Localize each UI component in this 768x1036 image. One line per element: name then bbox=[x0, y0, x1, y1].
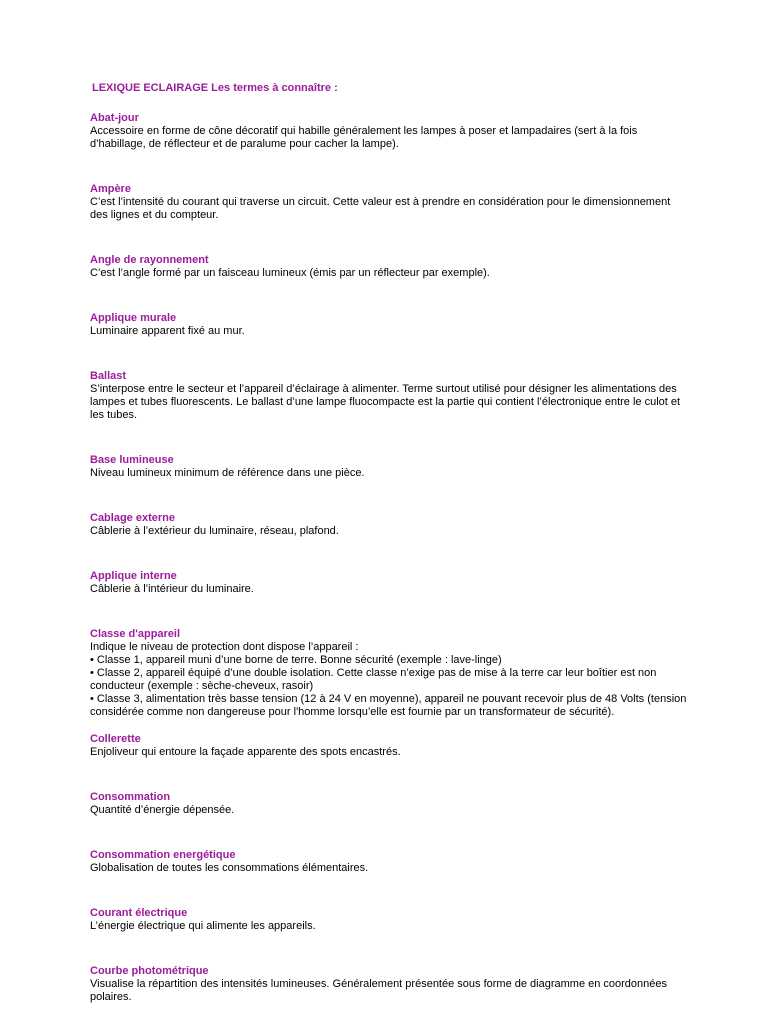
term-title: Applique murale bbox=[90, 312, 177, 324]
definition-line: Câblerie à l’intérieur du luminaire. bbox=[90, 583, 254, 595]
glossary-entry-angle-de-rayonnement bbox=[90, 254, 690, 280]
glossary-entry-consommation bbox=[90, 791, 690, 817]
definition-line: Niveau lumineux minimum de référence dans une pièce. bbox=[90, 467, 365, 479]
definition-bullet: • Classe 3, alimentation très basse tension (12 à 24 V en moyenne), appareil ne pouvant recevoir plus de 48 Volts (tension considérée comme non dangereuse pour l'homme lorsqu’elle est fournie par un transformateur de sécurité). bbox=[90, 693, 687, 718]
definition-bullet: • Classe 1, appareil muni d’une borne de terre. Bonne sécurité (exemple : lave-linge) bbox=[90, 654, 502, 666]
term-definition bbox=[90, 920, 690, 933]
glossary-entry-courant-electrique bbox=[90, 907, 690, 933]
term-definition bbox=[90, 583, 690, 596]
definition-line: Luminaire apparent fixé au mur. bbox=[90, 325, 245, 337]
term-title: Ampère bbox=[90, 183, 131, 195]
definition-line: Globalisation de toutes les consommations élémentaires. bbox=[90, 862, 369, 874]
definition-bullet: • Classe 2, appareil équipé d’une double isolation. Cette classe n’exige pas de mise à la terre car leur boîtier est non conducteur (exemple : sèche-cheveux, rasoir) bbox=[90, 667, 657, 692]
document-page bbox=[90, 82, 690, 1036]
glossary-entry-courbe-photometrique bbox=[90, 965, 690, 1004]
definition-line: Quantité d’énergie dépensée. bbox=[90, 804, 235, 816]
term-definition bbox=[90, 267, 690, 280]
term-definition bbox=[90, 862, 690, 875]
glossary-entry-applique-murale bbox=[90, 312, 690, 338]
term-title: Angle de rayonnement bbox=[90, 254, 209, 266]
term-definition bbox=[90, 978, 690, 1004]
glossary-entry-ampere bbox=[90, 183, 690, 222]
definition-line: L’énergie électrique qui alimente les appareils. bbox=[90, 920, 316, 932]
term-title: Courbe photométrique bbox=[90, 965, 209, 977]
term-title: Classe d'appareil bbox=[90, 628, 181, 640]
glossary-entry-abat-jour bbox=[90, 112, 690, 151]
definition-line: Câblerie à l’extérieur du luminaire, réseau, plafond. bbox=[90, 525, 339, 537]
term-definition bbox=[90, 383, 690, 422]
glossary-entry-applique-interne bbox=[90, 570, 690, 596]
term-definition bbox=[90, 196, 690, 222]
term-title: Consommation energétique bbox=[90, 849, 236, 861]
document-title: LEXIQUE ECLAIRAGE Les termes à connaître : bbox=[92, 82, 338, 94]
definition-line: Indique le niveau de protection dont dispose l’appareil : bbox=[90, 641, 359, 653]
term-definition bbox=[90, 125, 690, 151]
term-definition bbox=[90, 746, 690, 759]
term-title: Abat-jour bbox=[90, 112, 139, 124]
glossary-entry-cablage-externe bbox=[90, 512, 690, 538]
term-title: Applique interne bbox=[90, 570, 177, 582]
definition-line: C’est l’intensité du courant qui traverse un circuit. Cette valeur est à prendre en considération pour le dimensionnement des lignes et du compteur. bbox=[90, 196, 671, 221]
glossary-entry-base-lumineuse bbox=[90, 454, 690, 480]
term-definition bbox=[90, 804, 690, 817]
glossary-entry-classe-appareil bbox=[90, 628, 690, 719]
term-title: Cablage externe bbox=[90, 512, 175, 524]
glossary-entry-consommation-energetique bbox=[90, 849, 690, 875]
definition-line: Accessoire en forme de cône décoratif qui habille généralement les lampes à poser et lampadaires (sert à la fois d’habillage, de réflecteur et de paralume pour cacher la lampe). bbox=[90, 125, 638, 150]
glossary-entry-collerette bbox=[90, 733, 690, 759]
term-title: Consommation bbox=[90, 791, 171, 803]
term-title: Base lumineuse bbox=[90, 454, 174, 466]
term-definition bbox=[90, 641, 690, 719]
definition-line: S’interpose entre le secteur et l’appareil d’éclairage à alimenter. Terme surtout utilisé pour désigner les alimentations des lampes et tubes fluorescents. Le ballast d’une lampe fluocompacte est la partie qui contient l’électronique entre le culot et les tubes. bbox=[90, 383, 681, 421]
definition-line: C’est l’angle formé par un faisceau lumineux (émis par un réflecteur par exemple). bbox=[90, 267, 490, 279]
term-definition bbox=[90, 325, 690, 338]
term-title: Collerette bbox=[90, 733, 141, 745]
glossary-entry-ballast bbox=[90, 370, 690, 422]
definition-line: Enjoliveur qui entoure la façade apparente des spots encastrés. bbox=[90, 746, 401, 758]
term-definition bbox=[90, 467, 690, 480]
term-definition bbox=[90, 525, 690, 538]
term-title: Courant électrique bbox=[90, 907, 188, 919]
term-title: Ballast bbox=[90, 370, 127, 382]
definition-line: Visualise la répartition des intensités lumineuses. Généralement présentée sous forme de diagramme en coordonnées polaires. bbox=[90, 978, 668, 1003]
